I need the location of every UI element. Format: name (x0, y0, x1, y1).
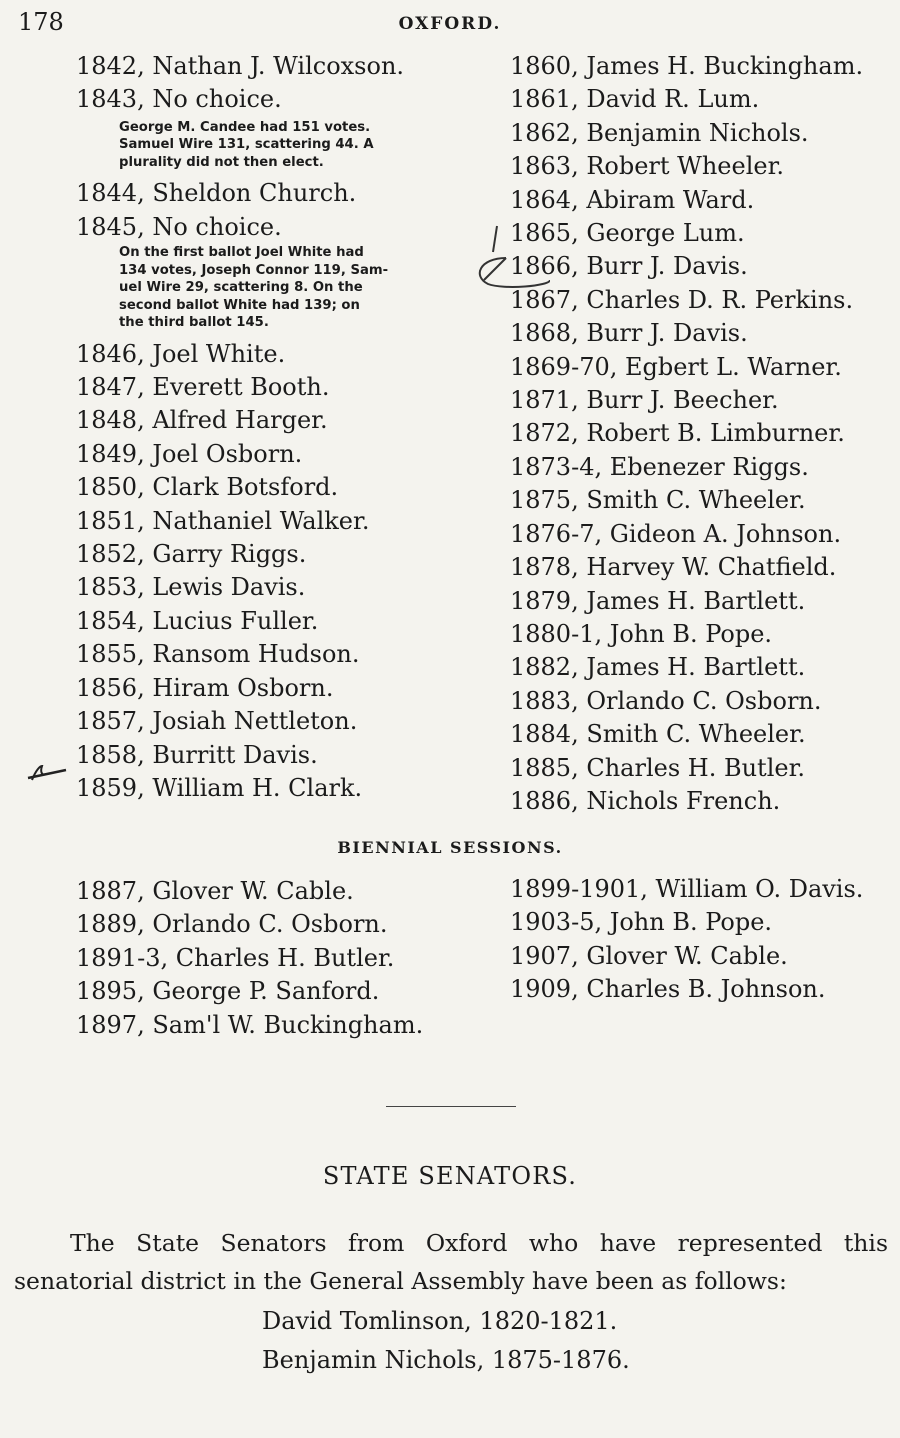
biennial-left-column (76, 875, 423, 1042)
intro-line-2: senatorial district in the General Assembly have been as follows: (14, 1267, 787, 1295)
list-item: 1864, Abiram Ward. (510, 185, 755, 214)
biennial-heading: BIENNIAL SESSIONS. (337, 838, 563, 857)
list-item: 1878, Harvey W. Chatfield. (510, 553, 837, 582)
list-item: 1848, Alfred Harger. (76, 406, 328, 435)
list-item: 1867, Charles D. R. Perkins. (510, 285, 854, 314)
list-item: 1853, Lewis Davis. (76, 573, 306, 602)
list-item: 1897, Sam'l W. Buckingham. (76, 1010, 424, 1039)
list-item: 1885, Charles H. Butler. (510, 753, 806, 782)
list-item: 1883, Orlando C. Osborn. (510, 686, 822, 715)
list-item: 1879, James H. Bartlett. (510, 586, 806, 615)
state-senators-intro (14, 1224, 888, 1300)
senator-entry: Benjamin Nichols, 1875-1876. (262, 1346, 630, 1374)
list-item: 1875, Smith C. Wheeler. (510, 486, 806, 515)
list-item: 1865, George Lum. (510, 219, 745, 248)
list-item: 1849, Joel Osborn. (76, 439, 303, 468)
list-item: 1899-1901, William O. Davis. (510, 875, 864, 903)
list-item: 1862, Benjamin Nichols. (510, 118, 809, 147)
list-item: 1887, Glover W. Cable. (76, 877, 354, 905)
footnote-1843: George M. Candee had 151 votes. Samuel Wire 131, scattering 44. A plurality did not then elect. (119, 119, 374, 170)
list-item: 1891-3, Charles H. Butler. (76, 943, 395, 972)
intro-line-1: The State Senators from Oxford who have represented this (70, 1229, 888, 1257)
list-item: 1863, Robert Wheeler. (510, 152, 785, 181)
list-item: 1884, Smith C. Wheeler. (510, 720, 806, 749)
list-item: 1903-5, John B. Pope. (510, 908, 773, 937)
representatives-left-column (76, 50, 486, 805)
list-item: 1869-70, Egbert L. Warner. (510, 352, 842, 381)
list-item: 1844, Sheldon Church. (76, 179, 357, 208)
list-item: 1858, Burritt Davis. (76, 740, 318, 769)
state-senators-heading: STATE SENATORS. (322, 1162, 578, 1190)
list-item: 1856, Hiram Osborn. (76, 673, 334, 702)
list-item: 1843, No choice. (76, 85, 282, 114)
running-title: OXFORD. (398, 14, 502, 34)
footnote-1845: On the first ballot Joel White had 134 votes, Joseph Connor 119, Sam- uel Wire 29, scattering 8. On the second ballot White had 139; on the third ballot 145. (119, 245, 389, 331)
list-item: 1880-1, John B. Pope. (510, 619, 773, 648)
page-number: 178 (18, 8, 64, 36)
list-item: 1852, Garry Riggs. (76, 540, 307, 569)
list-item: 1850, Clark Botsford. (76, 473, 339, 502)
list-item: 1860, James H. Buckingham. (510, 52, 864, 80)
senator-entry: David Tomlinson, 1820-1821. (262, 1307, 618, 1335)
list-item: 1847, Everett Booth. (76, 373, 330, 402)
list-item: 1873-4, Ebenezer Riggs. (510, 452, 809, 481)
list-item: 1854, Lucius Fuller. (76, 606, 319, 635)
pencil-bracket-mark (470, 222, 550, 292)
list-item: 1842, Nathan J. Wilcoxson. (76, 52, 405, 80)
list-item: 1889, Orlando C. Osborn. (76, 910, 388, 939)
list-item: 1907, Glover W. Cable. (510, 941, 788, 970)
list-item: 1868, Burr J. Davis. (510, 319, 748, 348)
pencil-arrow-mark (26, 760, 70, 784)
list-item: 1909, Charles B. Johnson. (510, 975, 826, 1004)
list-item: 1882, James H. Bartlett. (510, 653, 806, 682)
list-item: 1855, Ransom Hudson. (76, 640, 360, 669)
list-item: 1871, Burr J. Beecher. (510, 386, 779, 415)
section-divider (386, 1106, 516, 1107)
list-item: 1846, Joel White. (76, 339, 286, 368)
list-item: 1859, William H. Clark. (76, 773, 363, 802)
list-item: 1886, Nichols French. (510, 786, 781, 815)
list-item: 1876-7, Gideon A. Johnson. (510, 519, 842, 548)
list-item: 1895, George P. Sanford. (76, 977, 380, 1006)
list-item: 1861, David R. Lum. (510, 85, 760, 114)
representatives-right-column (510, 50, 900, 818)
list-item: 1845, No choice. (76, 212, 282, 241)
list-item: 1872, Robert B. Limburner. (510, 419, 845, 448)
list-item: 1851, Nathaniel Walker. (76, 506, 370, 535)
list-item: 1866, Burr J. Davis. (510, 252, 748, 281)
biennial-right-column (510, 873, 863, 1007)
list-item: 1857, Josiah Nettleton. (76, 707, 358, 736)
